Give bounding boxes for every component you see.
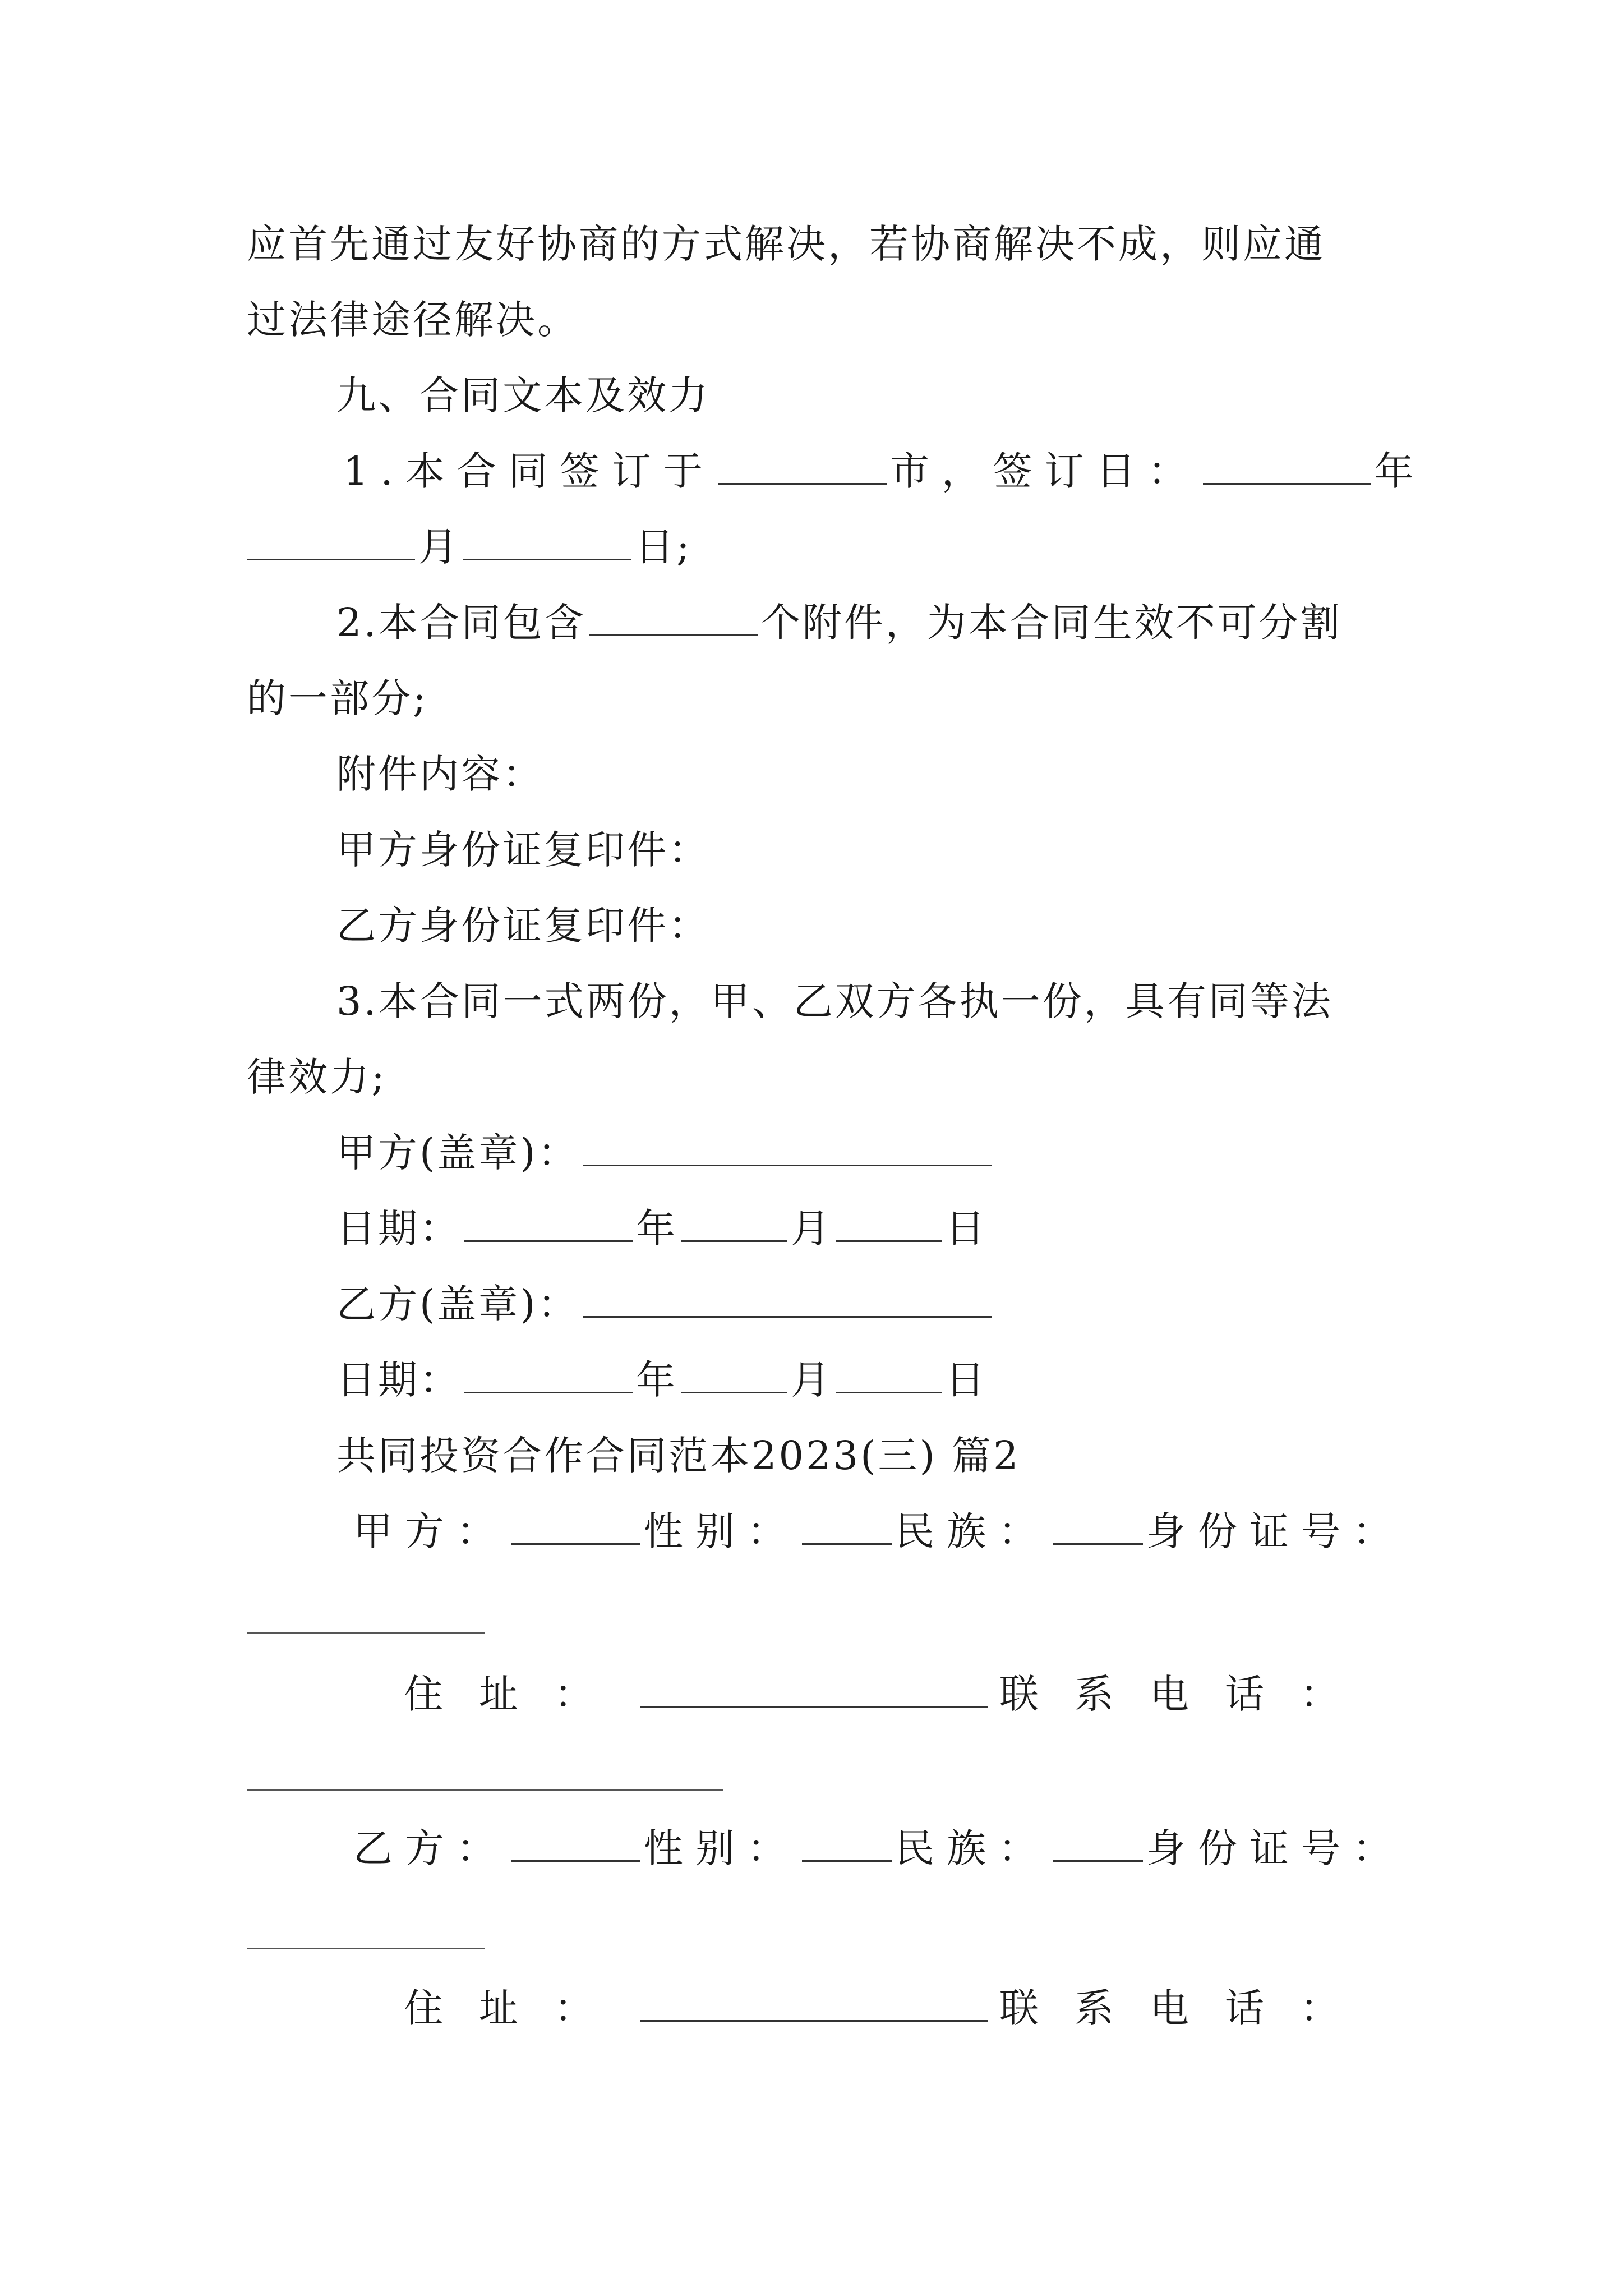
party-b-address-line	[404, 1980, 1375, 2036]
party-a-seal-line	[336, 1125, 995, 1181]
item-1-text-b: 市，签订日：	[889, 448, 1200, 494]
item-1-text-e: 日;	[635, 524, 692, 570]
city-blank	[718, 448, 887, 485]
sign-day-blank	[463, 524, 631, 560]
date-day-blank	[836, 1205, 942, 1242]
gender-label: 性别：	[644, 1508, 799, 1554]
party-a-seal-label: 甲方(盖章)：	[336, 1130, 579, 1176]
item-1-line-2	[247, 519, 692, 575]
item-1-line-1	[343, 443, 1426, 499]
address-label: 住址：	[404, 1671, 629, 1717]
party-b-address-blank	[640, 1985, 988, 2022]
party-b-gender-blank	[802, 1825, 892, 1862]
party-b-ethnicity-blank	[1053, 1825, 1143, 1862]
sign-month-blank	[247, 524, 415, 560]
gender-label: 性别：	[644, 1825, 799, 1871]
phone-label: 联系电话：	[999, 1671, 1375, 1717]
month-label: 月	[791, 1205, 832, 1251]
party-a-address-blank	[640, 1671, 988, 1708]
attachment-count-blank	[589, 600, 758, 636]
section-title: 共同投资合作合同范本2023(三) 篇2	[336, 1433, 1021, 1479]
ethnicity-label: 民族：	[895, 1508, 1050, 1554]
year-label: 年	[636, 1357, 677, 1403]
date-year-blank	[464, 1357, 633, 1393]
party-b-info-line	[353, 1820, 1404, 1876]
item-1-text-c: 年	[1374, 448, 1426, 494]
item-2-text-a: 2.本合同包含	[336, 600, 586, 646]
item-3-line-1: 3.本合同一式两份，甲、乙双方各执一份，具有同等法	[336, 978, 1333, 1024]
date-month-blank	[681, 1357, 787, 1393]
party-a-label: 甲方：	[353, 1508, 508, 1554]
date-label: 日期：	[336, 1205, 461, 1251]
party-b-id-blank	[247, 1948, 485, 1949]
day-label: 日	[946, 1357, 987, 1403]
item-2-text-b: 个附件，为本合同生效不可分割	[760, 600, 1342, 646]
party-a-gender-blank	[802, 1508, 892, 1545]
party-a-seal-blank	[583, 1130, 992, 1166]
item-2-line-2: 的一部分;	[247, 675, 428, 721]
party-a-date-line	[336, 1200, 987, 1257]
item-3-line-2: 律效力;	[247, 1054, 387, 1100]
party-a-name-blank	[511, 1508, 640, 1545]
party-b-date-line	[336, 1352, 987, 1408]
party-a-info-line	[353, 1503, 1404, 1559]
party-b-seal-label: 乙方(盖章)：	[336, 1281, 579, 1327]
date-month-blank	[681, 1205, 787, 1242]
attachments-label: 附件内容：	[336, 751, 544, 797]
address-label: 住址：	[404, 1985, 629, 2031]
attachment-party-a-id: 甲方身份证复印件：	[336, 827, 710, 873]
date-year-blank	[464, 1205, 633, 1242]
item-1-text-d: 月	[418, 524, 460, 570]
party-a-ethnicity-blank	[1053, 1508, 1143, 1545]
attachment-party-b-id: 乙方身份证复印件：	[336, 903, 710, 949]
party-b-seal-line	[336, 1276, 995, 1332]
ethnicity-label: 民族：	[895, 1825, 1050, 1871]
sign-year-blank	[1203, 448, 1371, 485]
id-label: 身份证号：	[1146, 1825, 1404, 1871]
phone-label: 联系电话：	[999, 1985, 1375, 2031]
day-label: 日	[946, 1205, 987, 1251]
party-b-label: 乙方：	[353, 1825, 508, 1871]
party-a-address-line	[404, 1666, 1375, 1722]
paragraph-continuation-line-1: 应首先通过友好协商的方式解决，若协商解决不成，则应通	[247, 221, 1326, 267]
section-9-heading: 九、合同文本及效力	[336, 372, 710, 418]
month-label: 月	[791, 1357, 832, 1403]
date-label: 日期：	[336, 1357, 461, 1403]
item-1-text-a: 1.本合同签订于	[343, 448, 715, 494]
item-2-line-1	[336, 595, 1342, 651]
id-label: 身份证号：	[1146, 1508, 1404, 1554]
party-a-phone-blank	[247, 1789, 723, 1791]
paragraph-continuation-line-2: 过法律途径解决。	[247, 297, 579, 343]
party-b-seal-blank	[583, 1281, 992, 1318]
party-b-name-blank	[511, 1825, 640, 1862]
party-a-id-blank	[247, 1632, 485, 1634]
date-day-blank	[836, 1357, 942, 1393]
year-label: 年	[636, 1205, 677, 1251]
